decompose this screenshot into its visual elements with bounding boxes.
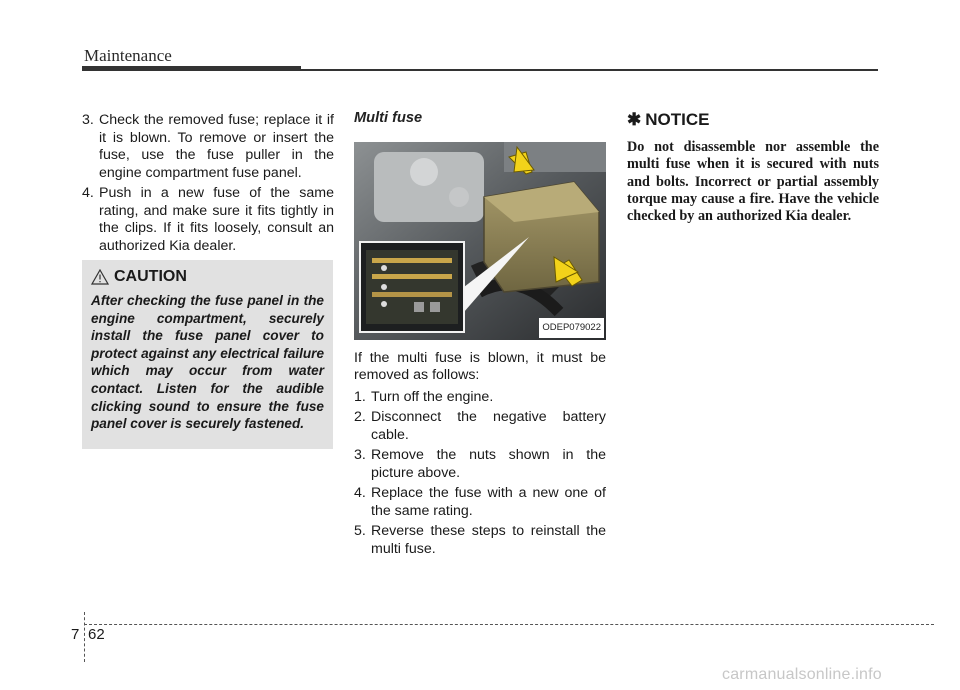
list-item [354,409,606,444]
header-rule-thick [82,66,301,71]
header-rule-thin [301,69,878,71]
list-item [82,112,334,182]
subsection-title: Multi fuse [354,110,423,126]
list-item [82,185,334,255]
footer-vertical-divider [84,612,85,662]
step-number: 5. [354,523,366,539]
step-number: 3. [82,112,94,128]
step-text: Push in a new fuse of the same rating, and make sure it fits tightly in the clips. If it fits loosely, consult an authorized Kia dealer. [99,185,334,254]
left-column [82,112,334,258]
notice-text: Do not disassemble nor assemble the multi fuse when it is secured with nuts and bolts. Incorrect or partial assembly torque may cause a fire. Have the vehicle checked by an authorized Kia dealer. [627,139,879,225]
image-code: ODEP079022 [539,318,604,338]
step-number: 4. [82,185,94,201]
engine-bay-photo [354,142,606,340]
step-text: Turn off the engine. [371,388,494,405]
list-item [354,523,606,558]
step-text: Check the removed fuse; replace it if it is blown. To remove or insert the fuse, use the fuse puller in the engine compartment fuse panel. [99,112,334,181]
notice-heading [627,110,879,130]
watermark: carmanualsonline.info [722,666,882,683]
warning-icon [91,269,109,285]
step-text: Reverse these steps to reinstall the multi fuse. [371,523,606,557]
step-text: Replace the fuse with a new one of the same rating. [371,485,606,519]
caution-text: After checking the fuse panel in the engine compartment, securely install the fuse panel cover to protect against any electrical failure which may occur from water contact. Listen for the audible clicking sound to ensure the fuse panel cover is securely fastened. [91,293,324,432]
notice-icon: ✱ [627,110,642,129]
page-number: 62 [88,626,105,643]
right-column [627,110,879,225]
chapter-number: 7 [71,626,80,643]
step-number: 1. [354,388,366,405]
list-item [354,389,606,407]
engine-bay-illustration [354,142,606,340]
middle-column [354,110,606,561]
section-title: Maintenance [84,46,172,65]
footer-divider [84,624,934,625]
intro-text: If the multi fuse is blown, it must be removed as follows: [354,349,606,383]
caution-box [82,260,333,449]
list-item [354,485,606,520]
step-text: Remove the nuts shown in the picture above. [371,447,606,481]
caution-title: CAUTION [114,268,187,285]
step-number: 4. [354,485,366,501]
caution-heading [91,268,324,286]
notice-title: NOTICE [645,110,710,129]
step-number: 3. [354,447,366,463]
list-item [354,447,606,482]
step-text: Disconnect the negative battery cable. [371,409,606,443]
step-number: 2. [354,409,366,425]
